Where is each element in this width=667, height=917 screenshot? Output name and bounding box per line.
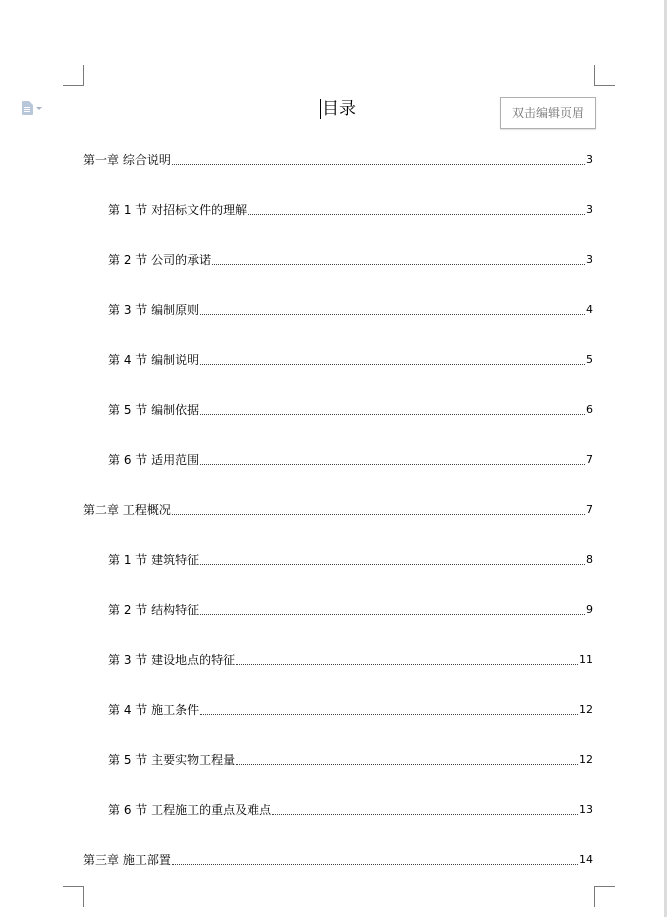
toc-page-number: 3	[586, 203, 593, 216]
toc-entry-title: 第 5 节 编制依据	[108, 403, 200, 417]
toc-dot-leader	[248, 214, 585, 215]
toc-entry-title: 第 6 节 适用范围	[108, 453, 200, 467]
toc-dot-leader	[272, 814, 578, 815]
toc-dot-leader	[236, 664, 578, 665]
toc-entry-title: 第 3 节 编制原则	[108, 303, 200, 317]
toc-entry-title: 第 5 节 主要实物工程量	[108, 753, 236, 767]
toc-section-entry[interactable]	[108, 452, 593, 468]
toc-section-entry[interactable]	[108, 752, 593, 768]
toc-dot-leader	[200, 464, 585, 465]
toc-dot-leader	[172, 864, 578, 865]
toc-page-number: 12	[579, 703, 593, 716]
toc-title[interactable]: 目录	[322, 99, 356, 119]
toc-section-entry[interactable]	[108, 802, 593, 818]
toc-section-entry[interactable]	[108, 602, 593, 618]
toc-dot-leader	[212, 264, 585, 265]
toc-dot-leader	[200, 564, 585, 565]
toc-dot-leader	[200, 364, 585, 365]
toc-entry-title: 第三章 施工部置	[83, 853, 171, 867]
toc-entry-title: 第一章 综合说明	[83, 153, 171, 167]
toc-chapter-entry[interactable]	[83, 852, 593, 868]
toc-entry-title: 第 1 节 建筑特征	[108, 553, 200, 567]
toc-page-number: 4	[586, 303, 593, 316]
toc-dot-leader	[172, 514, 585, 515]
toc-page-number: 14	[579, 853, 593, 866]
toc-entry-title: 第 6 节 工程施工的重点及难点	[108, 803, 272, 817]
toc-section-entry[interactable]	[108, 652, 593, 668]
toc-section-entry[interactable]	[108, 552, 593, 568]
toc-section-entry[interactable]	[108, 352, 593, 368]
toc-page-number: 3	[586, 153, 593, 166]
toc-page-number: 9	[586, 603, 593, 616]
toc-entry-title: 第 4 节 施工条件	[108, 703, 200, 717]
toc-dot-leader	[200, 614, 585, 615]
toc-page-number: 8	[586, 553, 593, 566]
toc-section-entry[interactable]	[108, 202, 593, 218]
toc-section-entry[interactable]	[108, 302, 593, 318]
toc-entry-title: 第 2 节 公司的承诺	[108, 253, 212, 267]
toc-dot-leader	[236, 764, 578, 765]
toc-dot-leader	[200, 414, 585, 415]
toc-entry-title: 第 1 节 对招标文件的理解	[108, 203, 248, 217]
toc-page-number: 5	[586, 353, 593, 366]
toc-entry-title: 第二章 工程概况	[83, 503, 171, 517]
toc-entry-title: 第 3 节 建设地点的特征	[108, 653, 236, 667]
toc-page-number: 13	[579, 803, 593, 816]
toc-page-number: 11	[579, 653, 593, 666]
toc-page-number: 7	[586, 453, 593, 466]
toc-page-number: 7	[586, 503, 593, 516]
edit-header-button[interactable]: 双击编辑页眉	[500, 97, 596, 129]
toc-chapter-entry[interactable]	[83, 502, 593, 518]
toc-section-entry[interactable]	[108, 252, 593, 268]
toc-dot-leader	[172, 164, 585, 165]
toc-page-number: 6	[586, 403, 593, 416]
toc-dot-leader	[200, 314, 585, 315]
toc-page-number: 12	[579, 753, 593, 766]
toc-section-entry[interactable]	[108, 702, 593, 718]
toc-entry-title: 第 4 节 编制说明	[108, 353, 200, 367]
toc-chapter-entry[interactable]	[83, 152, 593, 168]
toc-section-entry[interactable]	[108, 402, 593, 418]
toc-dot-leader	[200, 714, 578, 715]
toc-entry-title: 第 2 节 结构特征	[108, 603, 200, 617]
toc-page-number: 3	[586, 253, 593, 266]
